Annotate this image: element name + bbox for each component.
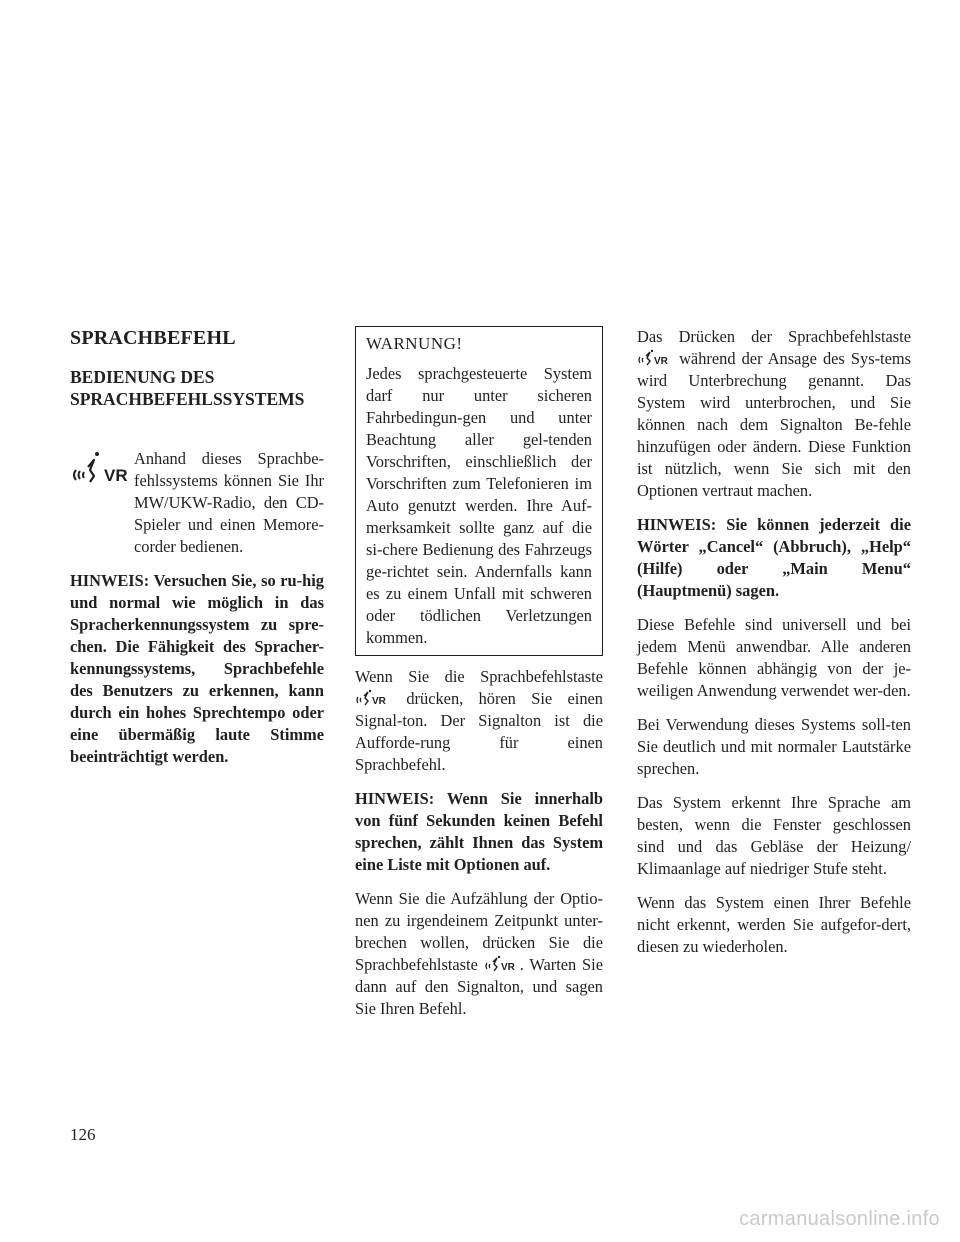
intro-text: Anhand dieses Sprachbe-fehlssystems können Sie Ihr MW/UKW-Radio, den CD-Spieler und einen Memore-corder bedienen. [134,449,324,556]
column-2 [355,326,603,1032]
svg-text:VR: VR [654,356,668,367]
paragraph-interrupt-end: . Warten Sie dann auf den Signalton, und sagen Sie Ihren Befehl. [355,955,603,1018]
column-1 [70,326,324,780]
paragraph-signal-start: Wenn Sie die Sprachbefehlstaste [355,667,603,686]
column-3 [637,326,911,970]
paragraph-repeat: Wenn das System einen Ihrer Befehle nicht erkennt, werden Sie aufgefor-dert, diesen zu wiederholen. [637,893,911,956]
note-2: HINWEIS: Wenn Sie innerhalb von fünf Sekunden keinen Befehl sprechen, zählt Ihnen das System eine Liste mit Optionen auf. [355,789,603,874]
note-3: HINWEIS: Sie können jederzeit die Wörter „Cancel“ (Abbruch), „Help“ (Hilfe) oder „Main Menu“ (Hauptmenü) sagen. [637,515,911,600]
voice-recognition-icon [70,448,132,488]
warning-title: WARNUNG! [366,334,463,353]
warning-box [355,326,603,656]
voice-recognition-icon [484,955,520,973]
svg-text:VR: VR [104,466,128,485]
svg-text:VR: VR [372,696,386,707]
watermark: carmanualsonline.info [739,1208,940,1230]
intro-block [70,432,324,570]
voice-recognition-icon [637,349,673,367]
paragraph-windows: Das System erkennt Ihre Sprache am besten, wenn die Fenster geschlossen sind und das Gebläse der Heizung/ Klimaanlage auf niedriger Stufe steht. [637,793,911,878]
paragraph-interrupt [355,888,603,1020]
paragraph-universal: Diese Befehle sind universell und bei jedem Menü anwendbar. Alle anderen Befehle können abhängig von der je-weiligen Anwendung verwendet wer-den. [637,615,911,700]
section-title: SPRACHBEFEHL [70,327,236,349]
paragraph-signal-end: drücken, hören Sie einen Signal-ton. Der Signalton ist die Aufforde-rung für einen Sprachbefehl. [355,689,603,774]
paragraph-signal [355,666,603,776]
note-1: HINWEIS: Versuchen Sie, so ru-hig und normal wie möglich in das Spracherkennungssystem zu spre-chen. Die Fähigkeit des Spracher-kennungssystems, Sprachbefehle des Benutzers zu erkennen, kann durch ein hohes Sprechtempo oder eine übermäßig laute Stimme beeinträchtigt werden. [70,571,324,766]
page-number: 126 [70,1125,96,1144]
paragraph-barge-in [637,326,911,502]
paragraph-barge-in-start: Das Drücken der Sprachbefehlstaste [637,327,911,346]
paragraph-speak-clearly: Bei Verwendung dieses Systems soll-ten Sie deutlich und mit normaler Lautstärke sprechen. [637,715,911,778]
subsection-title: BEDIENUNG DES SPRACHBEFEHLSSYSTEMS [70,367,305,409]
paragraph-interrupt-start: Wenn Sie die Aufzählung der Optio-nen zu irgendeinem Zeitpunkt unter-brechen wollen, drücken Sie die Sprachbefehlstaste [355,889,603,974]
voice-recognition-icon [355,689,391,707]
warning-text: Jedes sprachgesteuerte System darf nur unter sicheren Fahrbedingun-gen und unter Beachtung aller gel-tenden Vorschriften, einschließlich der Vorschriften zum Telefonieren im Auto genutzt werden. Ihre Auf-merksamkeit sollte ganz auf die si-chere Bedienung des Fahrzeugs ge-richtet sein. Andernfalls kann es zu einem Unfall mit schweren oder tödlichen Verletzungen kommen. [366,364,592,647]
paragraph-barge-in-end: während der Ansage des Sys-tems wird Unterbrechung genannt. Das System wird unterbrochen, und Sie können nach dem Signalton Be-fehle hinzufügen oder ändern. Diese Funktion ist nützlich, wenn Sie sich mit den Optionen vertraut machen. [637,349,911,500]
svg-text:VR: VR [500,962,515,973]
